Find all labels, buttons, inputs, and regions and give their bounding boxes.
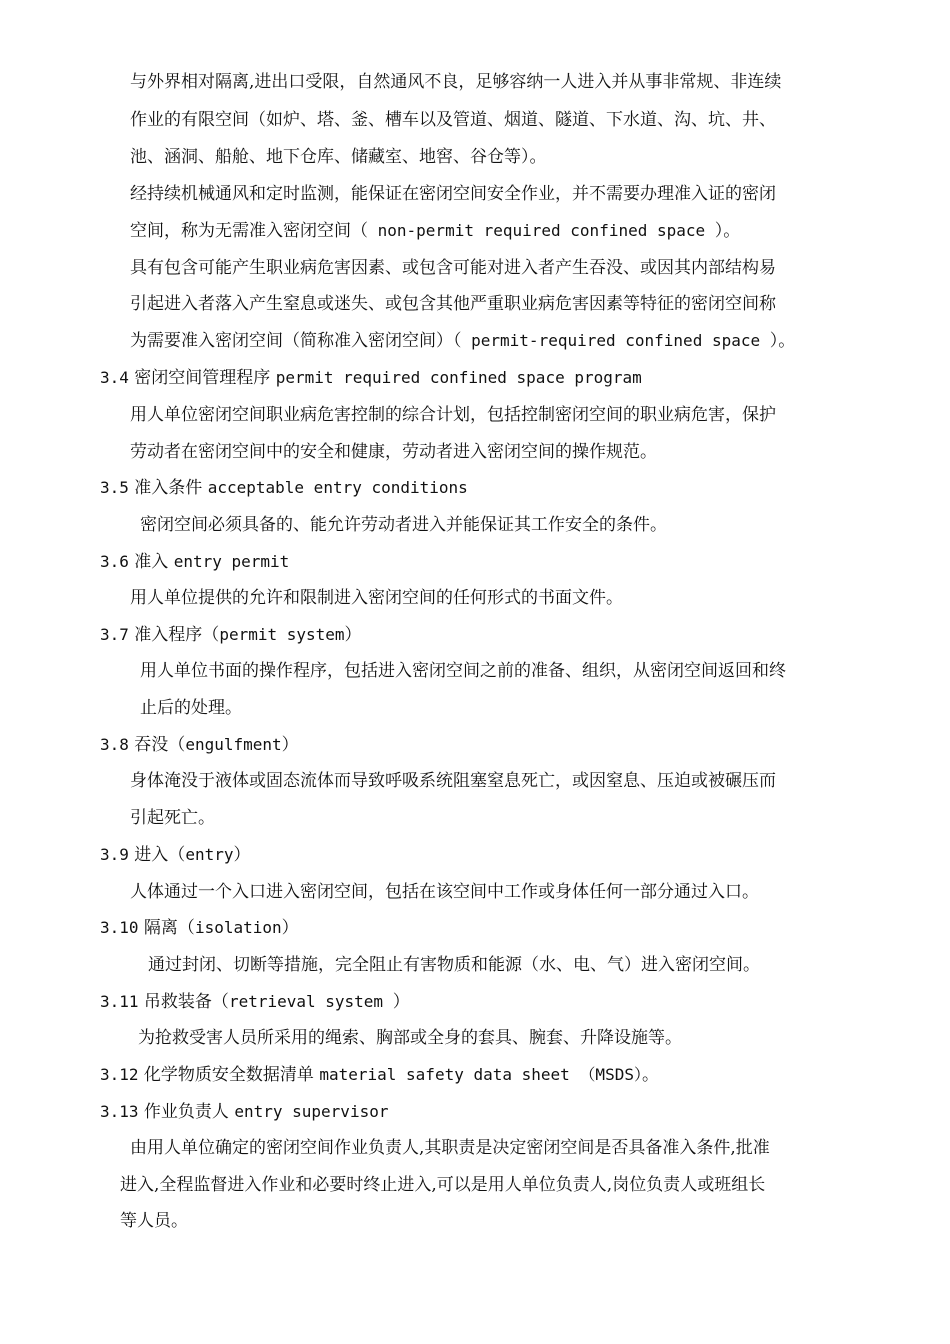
section-number: 3.8 [100,735,129,754]
section-title: 吊救装备（ [138,992,229,1012]
section-title-end: ） [281,918,299,938]
section-term: entry permit [173,552,290,571]
section-heading [100,990,410,1014]
section-body-line: 用人单位密闭空间职业病危害控制的综合计划，包括控制密闭空间的职业病危害，保护 [130,405,776,425]
section-title: 准入程序（ [128,625,220,645]
paragraph-line: 作业的有限空间（如炉、塔、釜、槽车以及管道、烟道、隧道、下水道、沟、坑、井、 [130,110,776,130]
section-body-line: 等人员。 [120,1211,188,1231]
section-body-line: 人体通过一个入口进入密闭空间，包括在该空间中工作或身体任何一部分通过入口。 [130,882,759,902]
section-heading [100,1100,388,1124]
section-heading [100,623,362,647]
section-term: permit required confined space program [275,368,642,387]
section-number: 3.6 [100,552,129,571]
section-body-line: 进入,全程监督进入作业和必要时终止进入,可以是用人单位负责人,岗位负责人或班组长 [120,1175,766,1195]
section-number: 3.12 [100,1065,139,1084]
section-body-line: 为抢救受害人员所采用的绳索、胸部或全身的套具、腕套、升降设施等。 [138,1028,682,1048]
section-number: 3.11 [100,992,139,1011]
en-term: permit-required confined space [461,331,770,350]
section-title: 准入 [128,552,174,572]
cn-text: 为需要准入密闭空间（简称准入密闭空间）（ [130,331,462,351]
section-heading [100,1063,659,1087]
section-term: entry supervisor [234,1102,389,1121]
section-term: permit system [219,625,345,644]
section-title-end: ） [392,992,410,1012]
section-title: 进入（ [128,845,186,865]
section-heading [100,733,299,757]
section-term: isolation [194,918,282,937]
section-heading [100,916,299,940]
cn-text: ）。 [769,331,796,351]
section-body-line: 身体淹没于液体或固态流体而导致呼吸系统阻塞窒息死亡，或因窒息、压迫或被碾压而 [130,771,776,791]
section-body-line: 止后的处理。 [140,698,242,718]
section-term: engulfment [185,735,282,754]
section-title: 化学物质安全数据清单 [138,1065,320,1085]
section-body-line: 劳动者在密闭空间中的安全和健康，劳动者进入密闭空间的操作规范。 [130,442,657,462]
section-title-end: ） [233,845,251,865]
paragraph-line: 引起进入者落入产生窒息或迷失、或包含其他严重职业病危害因素等特征的密闭空间称 [130,294,776,314]
section-title: 准入条件 [128,478,208,498]
section-body-line: 由用人单位确定的密闭空间作业负责人,其职责是决定密闭空间是否具备准入条件,批准 [130,1138,770,1158]
section-heading [100,843,250,867]
section-term: entry [185,845,234,864]
section-title-end: ） [281,735,299,755]
section-number: 3.5 [100,478,129,497]
section-title: 隔离（ [138,918,195,938]
section-title-end: ） [344,625,362,645]
section-number: 3.10 [100,918,139,937]
section-body-line: 密闭空间必须具备的、能允许劳动者进入并能保证其工作安全的条件。 [140,515,667,535]
section-title: 密闭空间管理程序 [128,368,276,388]
section-term: retrieval system [228,992,393,1011]
section-title: 作业负责人 [138,1102,235,1122]
section-body-line: 通过封闭、切断等措施，完全阻止有害物质和能源（水、电、气）进入密闭空间。 [148,955,760,975]
section-number: 3.13 [100,1102,139,1121]
cn-text: ）。 [714,221,741,241]
section-heading [100,476,468,500]
section-number: 3.9 [100,845,129,864]
paragraph-line: 具有包含可能产生职业病危害因素、或包含可能对进入者产生吞没、或因其内部结构易 [130,258,776,278]
section-title-end: 。 [641,1065,659,1085]
section-term: material safety data sheet （MSDS） [319,1065,642,1084]
paragraph-line [130,219,740,243]
section-body-line: 用人单位提供的允许和限制进入密闭空间的任何形式的书面文件。 [130,588,623,608]
section-heading [100,366,642,390]
paragraph-line: 经持续机械通风和定时监测，能保证在密闭空间安全作业，并不需要办理准入证的密闭 [130,184,776,204]
paragraph-line: 与外界相对隔离,进出口受限，自然通风不良，足够容纳一人进入并从事非常规、非连续 [130,72,782,92]
en-term: non-permit required confined space [368,221,715,240]
section-title: 吞没（ [128,735,186,755]
section-number: 3.7 [100,625,129,644]
section-heading [100,550,289,574]
paragraph-line: 池、涵洞、船舱、地下仓库、储藏室、地窖、谷仓等）。 [130,147,547,167]
paragraph-line [130,329,795,353]
section-term: acceptable entry conditions [207,478,468,497]
cn-text: 空间，称为无需准入密闭空间（ [130,221,368,241]
section-body-line: 引起死亡。 [130,808,215,828]
section-number: 3.4 [100,368,129,387]
section-body-line: 用人单位书面的操作程序，包括进入密闭空间之前的准备、组织，从密闭空间返回和终 [140,661,786,681]
